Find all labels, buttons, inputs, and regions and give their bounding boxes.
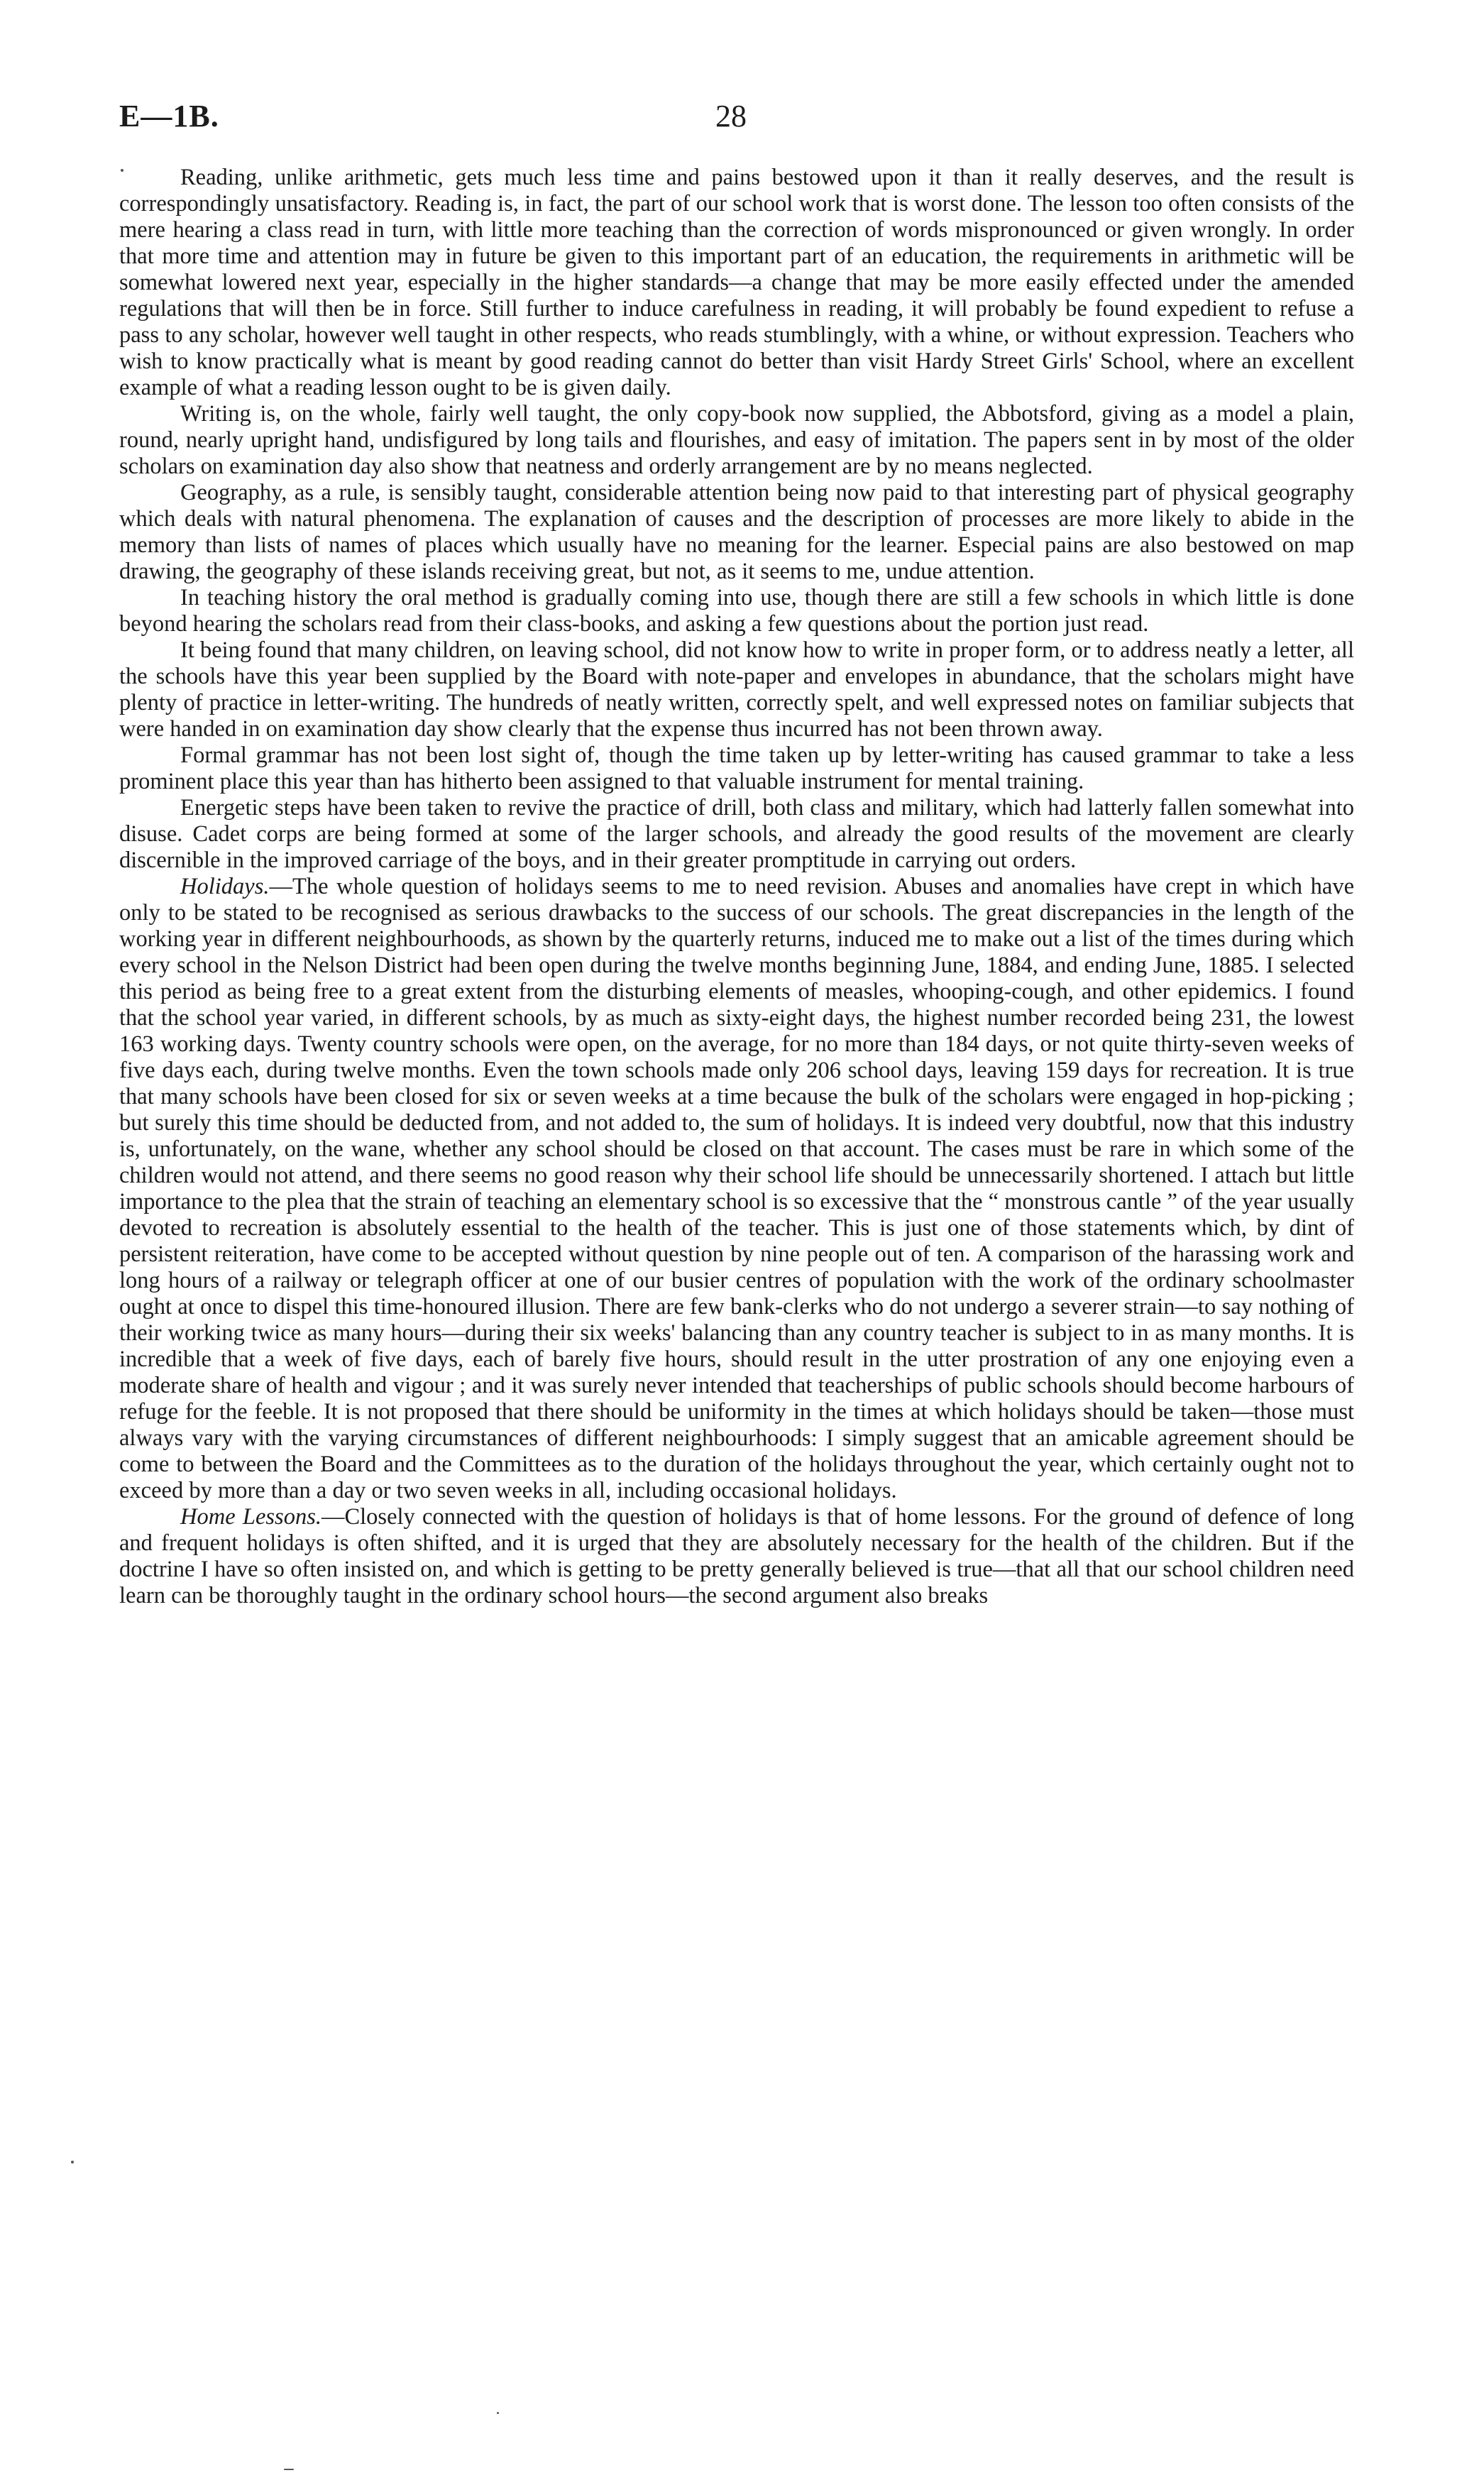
running-head xyxy=(119,84,1368,141)
side-heading-home-lessons: Home Lessons. xyxy=(180,1504,321,1530)
paragraph-writing xyxy=(119,401,1354,480)
paragraph-geography xyxy=(119,480,1354,585)
page-number: 28 xyxy=(715,99,747,133)
series-code: E—1B. xyxy=(119,99,219,133)
side-heading-holidays: Holidays. xyxy=(180,874,270,899)
paragraph-text: Writing is, on the whole, fairly well taught, the only copy-book now supplied, the Abbotsford, giving as a model a plain, round, nearly upright hand, undisfigured by long tails and flourishes, and easy of imitation. The papers sent in by most of the older scholars on examination day also show that neatness and orderly arrangement are by no means neglected. xyxy=(119,401,1354,479)
paragraph-text: —The whole question of holidays seems to me to need revision. Abuses and anomalies have crept in which have only to be stated to be recognised as serious drawbacks to the success of our schools. The great discrepancies in the length of the working year in different neighbourhoods, as shown by the quarterly returns, induced me to make out a list of the times during which every school in the Nelson District had been open during the twelve months beginning June, 1884, and ending June, 1885. I selected this period as being free to a great extent from the disturbing elements of measles, whooping-cough, and other epidemics. I found that the school year varied, in different schools, by as much as sixty-eight days, the highest number recorded being 231, the lowest 163 working days. Twenty country schools were open, on the average, for no more than 184 days, or not quite thirty-seven weeks of five days each, during twelve months. Even the town schools made only 206 school days, leaving 159 days for recreation. It is true that many schools have been closed for six or seven weeks at a time because the bulk of the scholars were engaged in hop-picking ; but surely this time should be deducted from, and not added to, the sum of holidays. It is indeed very doubtful, now that this industry is, unfortunately, on the wane, whether any school should be closed on that account. The cases must be rare in which some of the children would not attend, and there seems no good reason why their school life should be unnecessarily shortened. I attach but little importance to the plea that the strain of teaching an elementary school is so excessive that the “ monstrous cantle ” of the year usually devoted to recreation is absolutely essential to the health of the teacher. This is just one of those statements which, by dint of persistent reiteration, have come to be accepted without question by nine people out of ten. A comparison of the harassing work and long hours of a railway or telegraph officer at one of our busier centres of population with the work of the ordinary schoolmaster ought at once to dispel this time-honoured illusion. There are few bank-clerks who do not undergo a severer strain—to say nothing of their working twice as many hours—during their six weeks' balancing than any country teacher is subject to in as many months. It is incredible that a week of five days, each of barely five hours, should result in the utter prostration of any one enjoying even a moderate share of health and vigour ; and it was surely never intended that teacherships of public schools should become harbours of refuge for the feeble. It is not proposed that there should be uniformity in the times at which holidays should be taken—those must always vary with the varying circumstances of different neighbourhoods: I simply suggest that an amicable agreement should be come to between the Board and the Committees as to the duration of the holidays throughout the year, which certainly ought not to exceed by more than a day or two seven weeks in all, including occasional holidays. xyxy=(119,874,1354,1503)
body-text xyxy=(119,165,1354,1609)
paragraph-text: It being found that many children, on leaving school, did not know how to write in proper form, or to address neatly a letter, all the schools have this year been supplied by the Board with note-paper and envelopes in abundance, that the scholars might have plenty of practice in letter-writing. The hundreds of neatly written, correctly spelt, and well expressed notes on familiar subjects that were handed in on examination day show clearly that the expense thus incurred has not been thrown away. xyxy=(119,637,1354,742)
print-speck xyxy=(121,169,123,172)
print-speck xyxy=(497,2412,499,2414)
paragraph-holidays xyxy=(119,874,1354,1504)
paragraph-text: —Closely connected with the question of holidays is that of home lessons. For the ground of defence of long and frequent holidays is often shifted, and it is urged that they are absolutely necessary for the health of the children. But if the doctrine I have so often insisted on, and which is getting to be pretty generally believed is true—that all that our school children need learn can be thoroughly taught in the ordinary school hours—the second argument also breaks xyxy=(119,1504,1354,1608)
paragraph-reading xyxy=(119,165,1354,401)
paragraph-home-lessons xyxy=(119,1504,1354,1609)
paragraph-drill xyxy=(119,795,1354,874)
paragraph-text: Energetic steps have been taken to revive the practice of drill, both class and military, which had latterly fallen somewhat into disuse. Cadet corps are being formed at some of the larger schools, and already the good results of the movement are clearly discernible in the improved carriage of the boys, and in their greater promptitude in carrying out orders. xyxy=(119,795,1354,873)
paragraph-text: In teaching history the oral method is gradually coming into use, though there are still a few schools in which little is done beyond hearing the scholars read from their class-books, and asking a few questions about the portion just read. xyxy=(119,585,1354,637)
paragraph-text: Reading, unlike arithmetic, gets much less time and pains bestowed upon it than it really deserves, and the result is correspondingly unsatisfactory. Reading is, in fact, the part of our school work that is worst done. The lesson too often consists of the mere hearing a class read in turn, with little more teaching than the correction of words mispronounced or given wrongly. In order that more time and attention may in future be given to this important part of an education, the requirements in arithmetic will be somewhat lowered next year, especially in the higher standards—a change that may be more easily effected under the amended regulations that will then be in force. Still further to induce carefulness in reading, it will probably be found expedient to refuse a pass to any scholar, however well taught in other respects, who reads stumblingly, with a whine, or without expression. Teachers who wish to know practically what is meant by good reading cannot do better than visit Hardy Street Girls' School, where an excellent example of what a reading lesson ought to be is given daily. xyxy=(119,165,1354,400)
paragraph-letter-writing xyxy=(119,637,1354,742)
paragraph-history xyxy=(119,585,1354,637)
paragraph-text: Formal grammar has not been lost sight of, though the time taken up by letter-writing has caused grammar to take a less prominent place this year than has hitherto been assigned to that valuable instrument for mental training. xyxy=(119,742,1354,794)
paragraph-text: Geography, as a rule, is sensibly taught, considerable attention being now paid to that interesting part of physical geography which deals with natural phenomena. The explanation of causes and the description of processes are more likely to abide in the memory than lists of names of places which usually have no meaning for the learner. Especial pains are also bestowed on map drawing, the geography of these islands receiving great, but not, as it seems to me, undue attention. xyxy=(119,480,1354,584)
print-speck xyxy=(71,2161,74,2163)
print-speck xyxy=(284,2469,294,2470)
paragraph-grammar xyxy=(119,742,1354,795)
